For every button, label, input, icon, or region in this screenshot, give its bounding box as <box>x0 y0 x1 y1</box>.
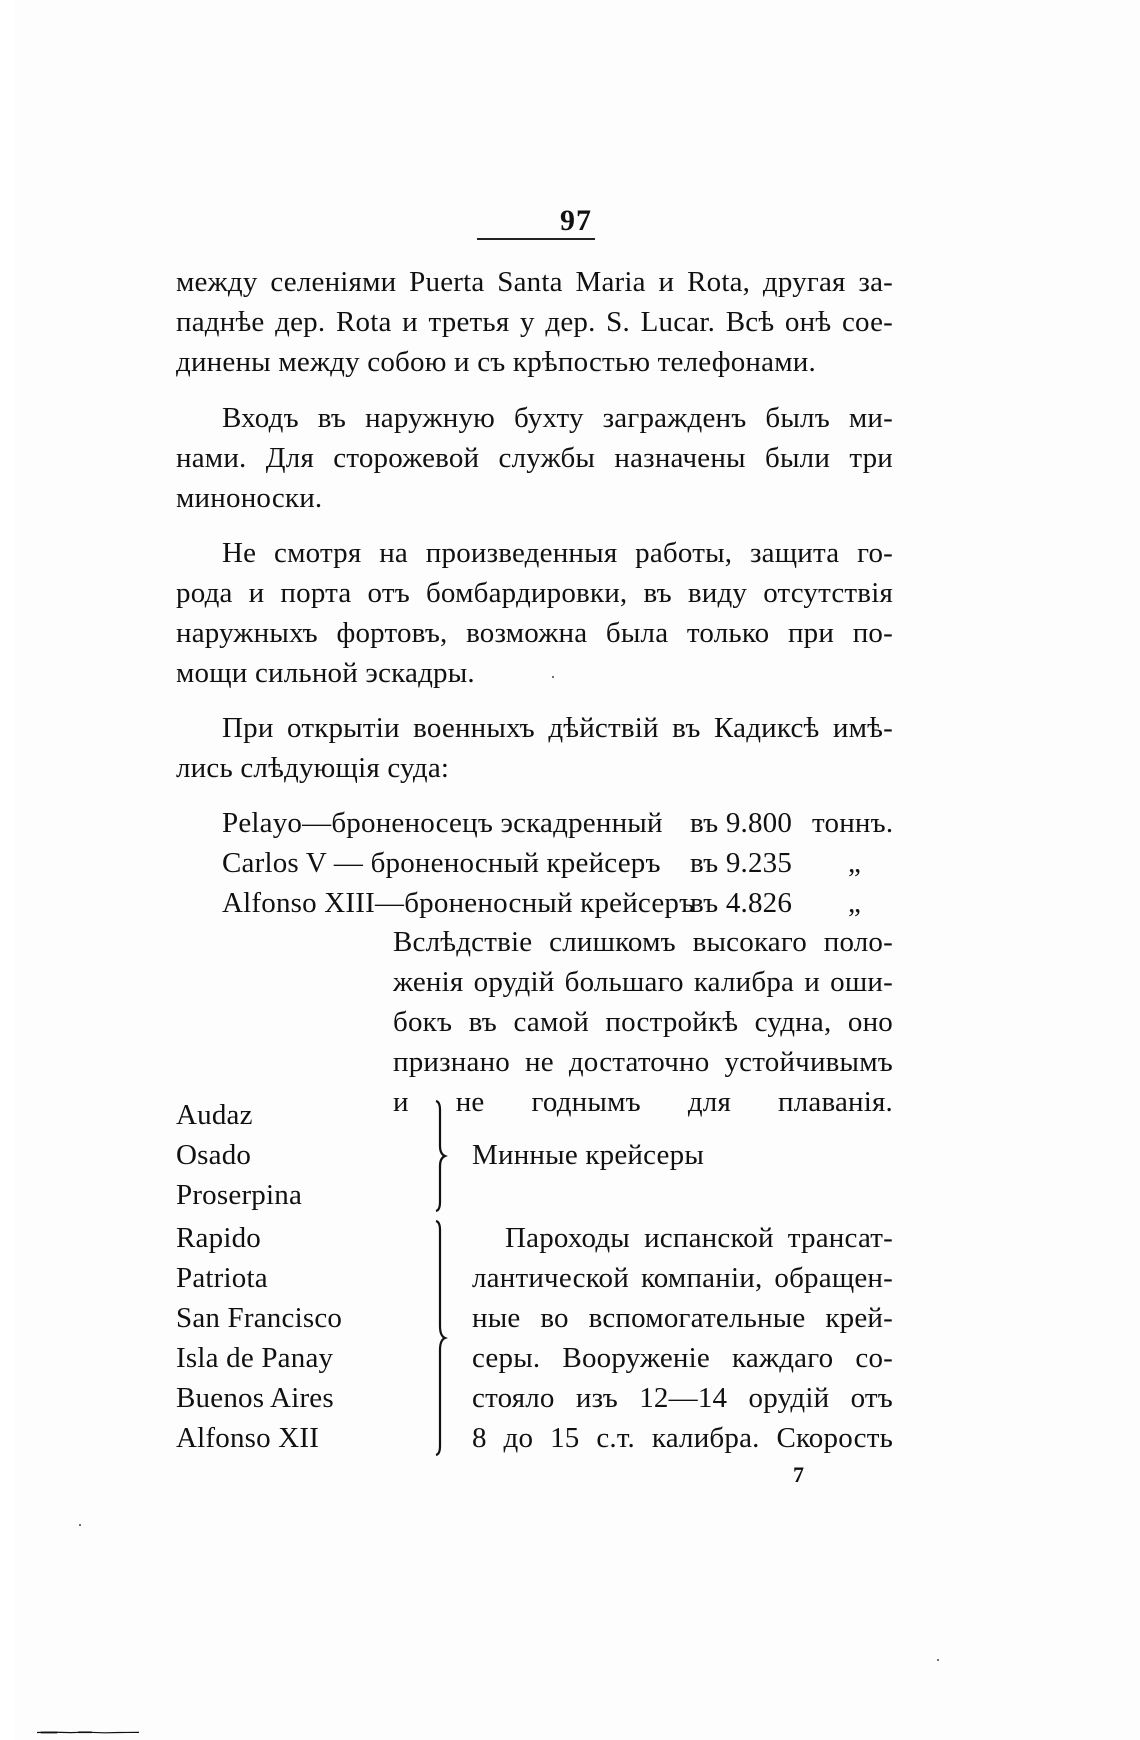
ship-tonnage: въ 9.235 <box>690 847 793 879</box>
group-1-name: Proserpina <box>176 1179 303 1211</box>
paragraph-1-line-2: паднѣе дер. Rota и третья у дер. S. Lucar. Всѣ онѣ сое- <box>176 306 893 338</box>
note-line-1: Вслѣдствіе слишкомъ высокаго поло- <box>393 926 893 958</box>
paragraph-2-line-2: нами. Для сторожевой службы назначены были три <box>176 442 893 474</box>
paragraph-4-line-1: При открытіи военныхъ дѣйствій въ Кадиксѣ имѣ- <box>222 712 893 744</box>
note-line-5: и не годнымъ для плаванія. <box>393 1086 893 1118</box>
printer-signature-mark: 7 <box>793 1462 804 1487</box>
paragraph-1-line-3: динены между собою и съ крѣпостью телефонами. <box>176 346 816 378</box>
paragraph-2-line-3: миноноски. <box>176 482 323 514</box>
paragraph-3-line-3: наружныхъ фортовъ, возможна была только при по- <box>176 617 893 649</box>
scan-speck <box>552 676 554 678</box>
paragraph-4-line-2: лись слѣдующія суда: <box>176 752 450 784</box>
group-2-name: Isla de Panay <box>176 1342 334 1374</box>
group-2-name: San Francisco <box>176 1302 343 1334</box>
group-1-description: Минные крейсеры <box>472 1139 705 1171</box>
group-2-description-line-4: серы. Вооруженіе каждаго со- <box>472 1342 893 1374</box>
ship-row-carlos-v: Carlos V — броненосный крейсеръ <box>222 847 661 879</box>
group-2-description-line-6: 8 до 15 с.т. калибра. Скорость <box>472 1422 893 1454</box>
group-2-description-line-3: ные во вспомогательные крей- <box>472 1302 893 1334</box>
paragraph-2-line-1: Входъ въ наружную бухту загражденъ былъ ми- <box>222 402 893 434</box>
paragraph-3-line-2: рода и порта отъ бомбардировки, въ виду отсутствія <box>176 577 893 609</box>
ship-unit-ditto: „ <box>848 887 862 919</box>
scan-edge-mark <box>20 1731 156 1734</box>
group-2-name: Buenos Aires <box>176 1382 334 1414</box>
ship-row-alfonso-xiii: Alfonso XIII—броненосный крейсеръ <box>222 887 695 919</box>
group-2-description-line-5: стояло изъ 12—14 орудій отъ <box>472 1382 893 1414</box>
ship-type: броненосный крейсеръ <box>370 847 661 879</box>
group-1-name: Osado <box>176 1139 252 1171</box>
paragraph-3-line-4: мощи сильной эскадры. <box>176 657 475 689</box>
group-2-description-line-2: лантической компаніи, обращен- <box>472 1262 893 1294</box>
note-line-3: бокъ въ самой постройкѣ судна, оно <box>393 1006 893 1038</box>
ship-name: Alfonso XIII <box>222 887 376 919</box>
page-number-rule <box>477 238 595 240</box>
group-2-name: Alfonso XII <box>176 1422 320 1454</box>
ship-unit-ditto: „ <box>848 847 862 879</box>
scan-speck <box>79 1524 81 1526</box>
ship-name: Carlos V <box>222 847 327 879</box>
ship-name: Pelayo <box>222 807 303 839</box>
group-2-name: Rapido <box>176 1222 261 1254</box>
right-brace-icon <box>434 1100 448 1212</box>
right-brace-icon <box>434 1220 448 1456</box>
note-line-4: признано не достаточно устойчивымъ <box>393 1046 893 1078</box>
paragraph-1-line-1: между селеніями Puerta Santa Maria и Rota, другая за- <box>176 266 893 298</box>
ship-type: броненосецъ эскадренный <box>331 807 663 839</box>
ship-type: броненосный крейсеръ <box>404 887 695 919</box>
ship-tonnage: въ 9.800 <box>690 807 793 839</box>
group-1-name: Audaz <box>176 1099 253 1131</box>
ship-tonnage: въ 4.826 <box>690 887 793 919</box>
ship-unit: тоннъ. <box>812 807 894 839</box>
scan-margin <box>0 0 15 1740</box>
group-2-name: Patriota <box>176 1262 268 1294</box>
page-number: 97 <box>560 204 592 237</box>
ship-row-pelayo: Pelayo—броненосецъ эскадренный <box>222 807 663 839</box>
note-line-2: женія орудій большаго калибра и оши- <box>393 966 893 998</box>
scan-speck <box>937 1659 939 1661</box>
group-2-description-line-1: Пароходы испанской трансат- <box>505 1222 893 1254</box>
paragraph-3-line-1: Не смотря на произведенныя работы, защита го- <box>222 537 893 569</box>
